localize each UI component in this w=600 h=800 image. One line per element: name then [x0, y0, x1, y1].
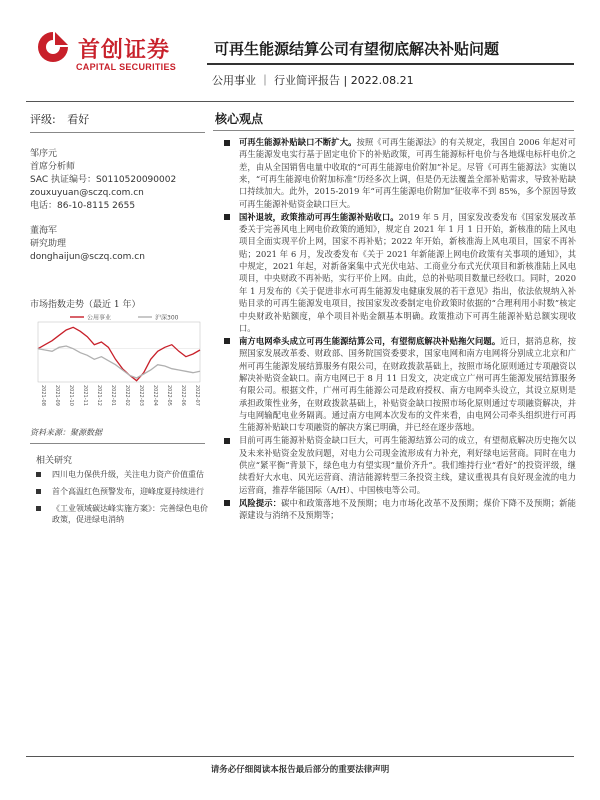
bullet-icon: [224, 338, 230, 344]
x-tick-label: 2022-02: [124, 385, 130, 406]
x-tick-label: 2022-04: [152, 385, 158, 406]
x-tick-label: 2021-10: [68, 385, 74, 406]
core-divider: [213, 130, 574, 131]
analyst-email: donghaijun@sczq.com.cn: [30, 252, 145, 262]
core-views: [216, 136, 576, 522]
core-paragraph: 南方电网牵头成立可再生能源结算公司，有望彻底解决补贴拖欠问题。近日，据消息称，按照国家发展改革委、财政部、国务院国资委要求，国家电网和南方电网将分别成立北京和广州可再生能源发展结算服务有限公司，在财政拨款基础上，按照市场化原则通过专项融资以解决补贴资金缺口。南方电网已于 8 月 11 日发文，决定成立广州可再生能源发展结算服务有限公司。根据文件，广州可再生能源公司是政府授权、南方电网牵头设立，其设立原则是承担政策性业务，在财政拨款基础上，补贴资金缺口按照市场化原则通过专项融资解决，并与电网输配电业务隔离。通过南方电网本次发布的文件来看，由电网公司牵头组织进行可再生能源补贴缺口专项融资的解决方案已明确，并已经在逐步落地。: [216, 335, 576, 434]
rating: [30, 111, 89, 127]
brand-logo: [36, 30, 196, 80]
x-tick-label: 2022-01: [110, 385, 116, 406]
x-tick-label: 2022-03: [138, 385, 144, 406]
x-tick-label: 2022-05: [166, 385, 172, 406]
related-title: 相关研究: [36, 456, 73, 466]
x-tick-label: 2021-08: [40, 385, 46, 406]
core-views-title: 核心观点: [215, 112, 264, 126]
related-item[interactable]: 首个高温红色预警发布，迎峰度夏持续进行: [30, 486, 208, 497]
core-paragraph: 目前可再生能源补贴资金缺口巨大，可再生能源结算公司的成立，有望彻底解决历史拖欠以及未来补贴资金发放问题，对电力公司现金流形成有力补充，利好绿电运营商。同时在电力供应“紧平衡”背景下，绿色电力有望实现“量价齐升”。我们维持行业“看好”的投资评级，继续看好大水电、风光运营商、清洁能源转型三条投资主线，建议重视具有良好现金流的电力运营商，推荐华能国际（A/H）、中国核电等公司。: [216, 434, 576, 496]
report-title: 可再生能源结算公司有望彻底解决补贴问题: [214, 40, 500, 58]
legal-footer: 请务必仔细阅读本报告最后部分的重要法律声明: [210, 765, 390, 775]
brand-mark-icon: [36, 30, 70, 64]
series-line: [38, 327, 200, 380]
analyst-email: zouxuyuan@sczq.com.cn: [30, 188, 144, 198]
bullet-icon: [36, 506, 41, 511]
analyst-name: 董海军: [30, 226, 58, 236]
chart-title: 市场指数走势（最近 1 年）: [30, 300, 141, 310]
brand-name-cn: 首创证券: [78, 38, 171, 63]
core-paragraph: 风险提示：碳中和政策落地不及预期；电力市场化改革不及预期；煤价下降不及预期；新能源建设与消纳不及预期等；: [216, 497, 576, 522]
bullet-icon: [224, 438, 230, 444]
bullet-icon: [224, 500, 230, 506]
legend-label: 沪深300: [155, 314, 179, 322]
index-chart: [30, 312, 208, 424]
rating-label: 评级:: [30, 113, 56, 126]
bullet-icon: [36, 489, 41, 494]
x-tick-label: 2022-06: [180, 385, 186, 406]
chart-divider: [30, 443, 205, 444]
chart-source: 资料来源：聚源数据: [30, 428, 102, 437]
x-tick-label: 2022-07: [194, 385, 200, 406]
rating-value: 看好: [67, 113, 90, 126]
related-item[interactable]: 《工业领域碳达峰实施方案》：完善绿色电价政策，促进绿电消纳: [30, 503, 208, 525]
brand-name-en: CAPITAL SECURITIES: [76, 62, 177, 72]
report-meta: 公用事业 ｜ 行业简评报告 | 2022.08.21: [212, 74, 414, 87]
legend-label: 公用事业: [87, 314, 112, 322]
analyst-role: 研究助理: [30, 239, 67, 249]
analyst-phone: 电话：86-10-8115 2655: [30, 201, 136, 211]
analyst-role: 首席分析师: [30, 162, 76, 172]
rating-divider: [30, 132, 205, 133]
core-paragraph: 可再生能源补贴缺口不断扩大。按照《可再生能源法》的有关规定，我国自 2006 年起对可再生能源发电实行基于固定电价下的补贴政策，可再生能源标杆电价与各地煤电标杆电价之差，由从全国销售电量中收取的“可再生能源电价附加”补足。尽管《可再生能源法》实施以来，“可再生能源电价附加标准”历经多次上调，但是仍无法覆盖全部补贴需求，导致补贴缺口持续加大。此外，2015-2019 年“可再生能源电价附加”征收率不到 85%，多个原因导致可再生能源补贴资金缺口巨大。: [216, 136, 576, 210]
core-paragraph: 国补退坡，政策推动可再生能源补贴收口。2019 年 5 月，国家发改委发布《国家发展改革委关于完善风电上网电价政策的通知》，规定自 2021 年 1 月 1 日开始，新核准的陆上风电项目全面实现平价上网，国家不再补贴；2022 年开始，新核准海上风电项目，国家不再补贴；2021 年 6 月，发改委发布《关于 2021 年新能源上网电价政策有关事项的通知》，其中规定，2021 年起，对新备案集中式光伏电站、工商业分布式光伏项目和新核准陆上风电项目，中央财政不再补贴，实行平价上网。由此，总的补贴项目数量已经收口。同时，2020 年 1 月发布的《关于促进非水可再生能源发电健康发展的若干意见》指出，依法依规纳入补贴目录的可再生能源发电项目，按国家发改委制定电价政策时依据的“合理利用小时数”核定中央财政补贴额度，单个项目补贴金额基本明确。政策推动下可再生能源补贴总额实现收口。: [216, 211, 576, 334]
chart-frame: [38, 322, 200, 382]
bullet-icon: [36, 472, 41, 477]
chart-canvas: [30, 312, 208, 424]
related-item[interactable]: 四川电力保供升级，关注电力资产价值重估: [30, 469, 208, 480]
bullet-icon: [224, 140, 230, 146]
footer-divider: [26, 756, 574, 757]
series-line: [38, 346, 200, 378]
analyst-name: 邹序元: [30, 149, 58, 159]
section-divider: [26, 101, 574, 102]
x-tick-label: 2021-11: [82, 385, 88, 406]
x-tick-label: 2021-09: [54, 385, 60, 406]
header-divider: [207, 63, 574, 65]
related-list: [30, 469, 208, 531]
x-tick-label: 2021-12: [96, 385, 102, 406]
analyst-cert: SAC 执证编号：S0110520090002: [30, 175, 177, 185]
bullet-icon: [224, 214, 230, 220]
